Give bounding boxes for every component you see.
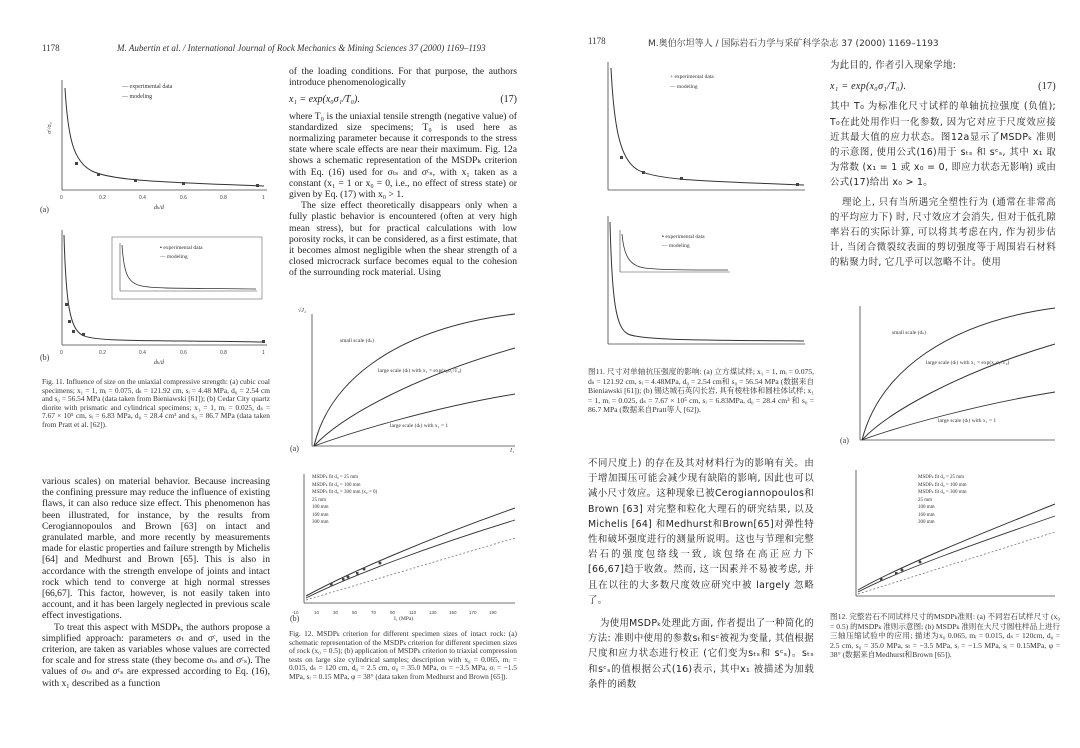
zh-fig12-caption: 图12. 完整岩石不同试样尺寸的MSDPₖ准则: (a) 不同岩石试样尺寸 (x₀ = 0.5) 的MSDPₖ 准则示意图; (b) MSDPₖ 准则在大尺寸圆柱样品上进行三轴压缩试验中的应用; 描述为x₀ 0.065, mᵢ = 0.015, dₛ = 120cm, d₀ = 2.5 cm, s₀ = 35.0 MPa, sₜ = −3.5 MPa, sᵢ = −1.5 MPa, sᵢ = 0.15MPa, φ = 38° (数据来自Medhurst和Brown [65]). — [830, 612, 1060, 660]
zh-fig12a-svg — [840, 300, 1060, 450]
zh-fig11a-legend: + experimental data — modeling — [670, 74, 714, 90]
zh-fig12a-large-const: large scale (dₗ) with x₁ = 1 — [938, 418, 997, 424]
svg-text:170: 170 — [469, 610, 477, 615]
svg-text:130: 130 — [429, 610, 437, 615]
running-head-zh: M.奥伯尔坦等人 / 国际岩石力学与采矿科学杂志 37 (2000) 1169–1193 — [648, 39, 939, 49]
zh-legend-model-b: modeling — [668, 243, 690, 249]
zh-para-various: 不同尺度上) 的存在及其对材料行为的影响有关。由于增加围压可能会减少现有缺陷的影响, 因此也可以减小尺寸效应。这种现象已被Cerogiannopoulos和Brown [63] 对完整和粒化大理石的研究结果, 以及Michelis [64] 和Medhurst和Brown[65]对弹性特性和破坏强度进行的测量所说明。这也与节理和完整岩石的强度包络线一致, 该包络在高正应力下 [66,67]趋于收敛。然而, 这一因素并不易被考虑, 并且在以往的大多数尺度效应研究中被 largely 忽略了。 — [588, 458, 814, 606]
zh-legend-exp: experimental data — [674, 74, 714, 80]
fig11b-legend: ▪ experimental data — modeling — [160, 245, 203, 260]
zh-legend-exp-b: experimental data — [665, 234, 705, 240]
svg-text:1: 1 — [262, 350, 265, 356]
zh-legend-fit-300: MSDPₖ fit d₀ = 300 mm — [918, 490, 967, 495]
fig12a-panel: (a) — [290, 444, 299, 453]
tick-04: 0.4 — [139, 195, 146, 201]
zh-fig11b-legend: ▪ experimental data — modeling — [662, 234, 705, 249]
legend-exp: experimental data — [129, 84, 173, 90]
zh-fig12a-small: small scale (dₛ) — [892, 330, 926, 336]
zh-fig12a-panel: (a) — [840, 436, 849, 445]
page-number: 1178 — [42, 43, 60, 53]
fig12a-xaxis: I₁ — [510, 448, 515, 454]
right-page — [540, 0, 1080, 748]
zh-para-treat: 为使用MSDPₖ处理此方面, 作者提出了一种简化的方法: 准则中使用的参数sₜ和sᶜ被视为变量, 其值根据尺度和应力状态进行校正 (它们变为sₜₛ和 sᶜₛ)。sₜₛ 和sᶜₛ的值根据公式(16)表示, 其中x₁ 被描述为加载条件的函数 — [588, 618, 814, 690]
fig12a-small-label: small scale (dₛ) — [340, 338, 374, 344]
zh-legend-100: 100 mm — [918, 505, 935, 510]
svg-text:0.4: 0.4 — [139, 350, 146, 356]
tick-06: 0.6 — [180, 195, 187, 201]
svg-text:0.2: 0.2 — [99, 350, 106, 356]
para-various: various scales) on material behavior. Because increasing the confining pressure may reduce the influence of existing flaws, it can also reduce size effect. This phenomenon has been illustrated, for instance, by the results from Cerogiannopoulos and Brown [63] on intact and granulated marble, and more recently by measurements made for elastic properties and failure strength by Michelis [64] and Medhurst and Brown [65]. This is also in accordance with the strength envelope of joints and intact rock which tend to converge at high normal stresses [66,67]. This factor, however, is not easily taken into account, and it has been largely neglected in previous scale effect investigations. — [42, 476, 270, 622]
zh-legend-25: 25 mm — [918, 497, 933, 503]
svg-text:-10: -10 — [292, 610, 299, 615]
svg-text:10: 10 — [314, 610, 320, 615]
legend-fit-300: MSDPₖ fit d₀ = 300 mm (x₀ = 0) — [312, 490, 378, 495]
fig11a-plot — [42, 70, 277, 220]
svg-text:0.8: 0.8 — [220, 350, 227, 356]
legend-model: modeling — [129, 94, 153, 100]
zh-fig12b-plot — [840, 466, 1060, 606]
fig11a-xlabel: dₖ/d — [154, 205, 164, 211]
fig12a-large-const-label: large scale (dₗ) with x₁ = 1 — [390, 423, 449, 429]
fig11b-plot — [42, 225, 277, 375]
legend-fit-100: MSDPₖ fit d₀ = 100 mm — [312, 482, 361, 488]
legend-model-b: modeling — [166, 254, 188, 260]
svg-text:0: 0 — [60, 350, 63, 356]
svg-text:90: 90 — [390, 610, 396, 615]
eq-number: (17) — [500, 94, 517, 106]
zh-para-size: 理论上, 只有当所遇完全塑性行为 (通常在非常高的平均应力下) 时, 尺寸效应才会消失, 但对于低孔隙率岩石的实际计算, 可以将其考虑在内, 作为初步估计, 当闭合微裂纹表面的剪切强度等于周围岩石材料的粘聚力时, 它几乎可以忽略不计。使用 — [830, 196, 1056, 269]
zh-fig12a-large-exp: large scale (dₗ) with x₁ = exp(x₀σ₁/T₀) — [926, 360, 1010, 366]
svg-text:110: 110 — [409, 610, 417, 615]
para-lead: of the loading conditions. For that purpose, the authors introduce phenomenologically — [289, 66, 517, 89]
fig12a-large-exp-label: large scale (dₗ) with x₁ = exp(x₀σ₁/T₀) — [378, 368, 462, 374]
legend-100: 100 mm — [312, 505, 329, 510]
legend-160: 160 mm — [312, 512, 329, 518]
left-col1-bottom — [42, 476, 270, 689]
para-treat: To treat this aspect with MSDPₖ, the authors propose a simplified approach: parameters σₜ and σᶜ, used in the criterion, are taken as variables whose values are corrected for scale and for stress state (they become σₜₛ and σᶜₛ). The values of σₜₛ and σᶜₛ are expressed according to Eq. (16), with x₁ described as a function — [42, 621, 270, 689]
running-head: M. Aubertin et al. / International Journal of Rock Mechanics & Mining Sciences 37 (2000) 1169–1193 — [117, 43, 486, 53]
zh-lead: 为此目的, 作者引入现象学地: — [830, 60, 957, 71]
zh-fig12b-legend — [918, 474, 966, 527]
svg-text:50: 50 — [352, 610, 358, 615]
legend-fit-25: MSDPₖ fit d₀ = 25 mm — [312, 475, 358, 480]
zh-eq-number: (17) — [1038, 81, 1056, 93]
fig12b-plot — [290, 468, 520, 623]
fig11a-panel: (a) — [40, 205, 49, 214]
eq-text: x₁ = exp(x₀σ₁/T₀). — [289, 94, 360, 106]
left-col2-text — [289, 66, 517, 279]
zh-col2-text — [830, 58, 1056, 271]
tick-08: 0.8 — [220, 195, 227, 201]
tick-02: 0.2 — [99, 195, 106, 201]
fig12b-xaxis: I₁ (MPa) — [394, 616, 414, 622]
zh-fig11b-plot — [590, 212, 812, 362]
zh-legend-model: modeling — [676, 84, 698, 90]
fig11b-xlabel: dₖ/d — [154, 360, 164, 366]
equation-17 — [289, 94, 517, 105]
zh-legend-300: 300 mm — [918, 520, 935, 525]
zh-legend-160: 160 mm — [918, 512, 935, 518]
svg-text:30: 30 — [333, 610, 339, 615]
fig12a-svg — [290, 308, 520, 458]
zh-eq-text: x₁ = exp(x₀σ₁/T₀). — [830, 81, 907, 93]
fig12-caption: Fig. 12. MSDPₖ criterion for different specimen sizes of intact rock: (a) schematic representation of the MSDPₖ criterion for different specimen sizes of rock (x₀ = 0.5); (b) application of MSDPₖ criterion to triaxial compression tests on large size cylindrical samples; description with x₀ = 0.065, mᵢ = 0.015, dₛ = 120 cm, d₀ = 2.5 cm, σ₀ = 35.0 MPa, σₜ = −3.5 MPa, σᵢ = −1.5 MPa, sᵢ = 0.15 MPa, φ = 38° (data taken from Medhurst and Brown [65]). — [289, 629, 517, 681]
tick-0: 0 — [60, 195, 63, 201]
zh-para-where: 其中 T₀ 为标准化尺寸试样的单轴抗拉强度 (负值); T₀在此处用作归一化参数, 因为它对应于尺度效应接近其最大值的应力状态。图12a显示了MSDPₖ 准则的示意图, 使用公式(16)用于 sₜₛ 和 sᶜₛ, 其中 x₁ 取为常数 (x₁ = 1 或 x₀ = 0, 即应力状态无影响) 或由公式(17)给出 x₀ > 1。 — [830, 101, 1056, 189]
legend-300: 300 mm — [312, 520, 329, 525]
para-size-effect: The size effect theoretically disappears only when a fully plastic behavior is encountered (often at very high mean stress), but for practical calculations with low porosity rocks, it can be considered, as a first estimate, that it becomes almost negligible when the shear strength of a closed microcrack surface becomes equal to the cohesion of the surrounding rock material. Using — [289, 200, 517, 279]
svg-text:150: 150 — [449, 610, 457, 615]
fig12a-plot — [290, 308, 520, 458]
fig12a-yaxis: √J₂ — [298, 308, 307, 314]
fig11a-ylabel: σᶜ/σ₀ — [46, 122, 53, 134]
zh-fig12a-plot — [840, 300, 1060, 450]
legend-exp-b: experimental data — [163, 245, 203, 251]
svg-text:0.6: 0.6 — [180, 350, 187, 356]
fig11a-legend: — experimental data — modeling — [122, 84, 173, 100]
tick-1: 1 — [262, 195, 265, 201]
zh-equation-17 — [830, 79, 1056, 94]
page-number-zh: 1178 — [588, 36, 606, 46]
fig11b-panel: (b) — [40, 353, 50, 362]
fig12b-panel: (b) — [290, 614, 300, 623]
zh-fig11-caption: 图11. 尺寸对单轴抗压强度的影响: (a) 立方煤试样; x₁ = 1, mᵢ = 0.075, dₛ = 121.92 cm, sᵢ = 4.48MPa, d₀ = 2.54 cm和 s₀ = 56.54 MPa (数据来自Bieniawski [61]); (b) 锡达城石英闪长岩, 具有棱柱体和圆柱体试样; x₁ = 1, mᵢ = 0.025, dₛ = 7.67 × 10⁵ cm, sᵢ = 6.83MPa, d₀ = 28.4 cm³ 和 s₀ = 86.7 MPa (数据来自Pratt等人 [62]). — [588, 367, 814, 415]
zh-col1-bottom — [588, 456, 814, 692]
fig12b-legend — [312, 474, 377, 527]
zh-legend-fit-25: MSDPₖ fit d₀ = 25 mm — [918, 475, 964, 480]
para-where: where T₀ is the uniaxial tensile strength (negative value) of standardized size specimens; T₀ is used here as normalizing parameter because it corresponds to the stress state where scale effects are near their maximum. Fig. 12a shows a schematic representation of the MSDPₖ criterion with Eq. (16) used for σₜₛ and σᶜₛ, with x₁ taken as a constant (x₁ = 1 or x₀ = 0, i.e., no effect of stress state) or given by Eq. (17) with x₀ > 1. — [289, 110, 517, 201]
svg-text:190: 190 — [489, 610, 497, 615]
svg-text:70: 70 — [371, 610, 377, 615]
legend-25: 25 mm — [312, 497, 327, 503]
zh-legend-fit-100: MSDPₖ fit d₀ = 100 mm — [918, 482, 967, 488]
fig11-caption: Fig. 11. Influence of size on the uniaxial compressive strength: (a) cubic coal specimens; x₁ = 1, mᵢ = 0.075, dₛ = 121.92 cm, sᵢ = 4.48 MPa, d₀ = 2.54 cm and s₀ = 56.54 MPa (data taken from Bieniawski [61]); (b) Cedar City quartz diorite with prismatic and cylindrical specimens; x₁ = 1, mᵢ = 0.025, dₛ = 7.67 × 10⁵ cm, sᵢ = 6.83 MPa, d₀ = 28.4 cm³ and s₀ = 86.7 MPa (data taken from Pratt et al. [62]). — [42, 377, 270, 429]
zh-fig11a-plot — [590, 58, 812, 208]
